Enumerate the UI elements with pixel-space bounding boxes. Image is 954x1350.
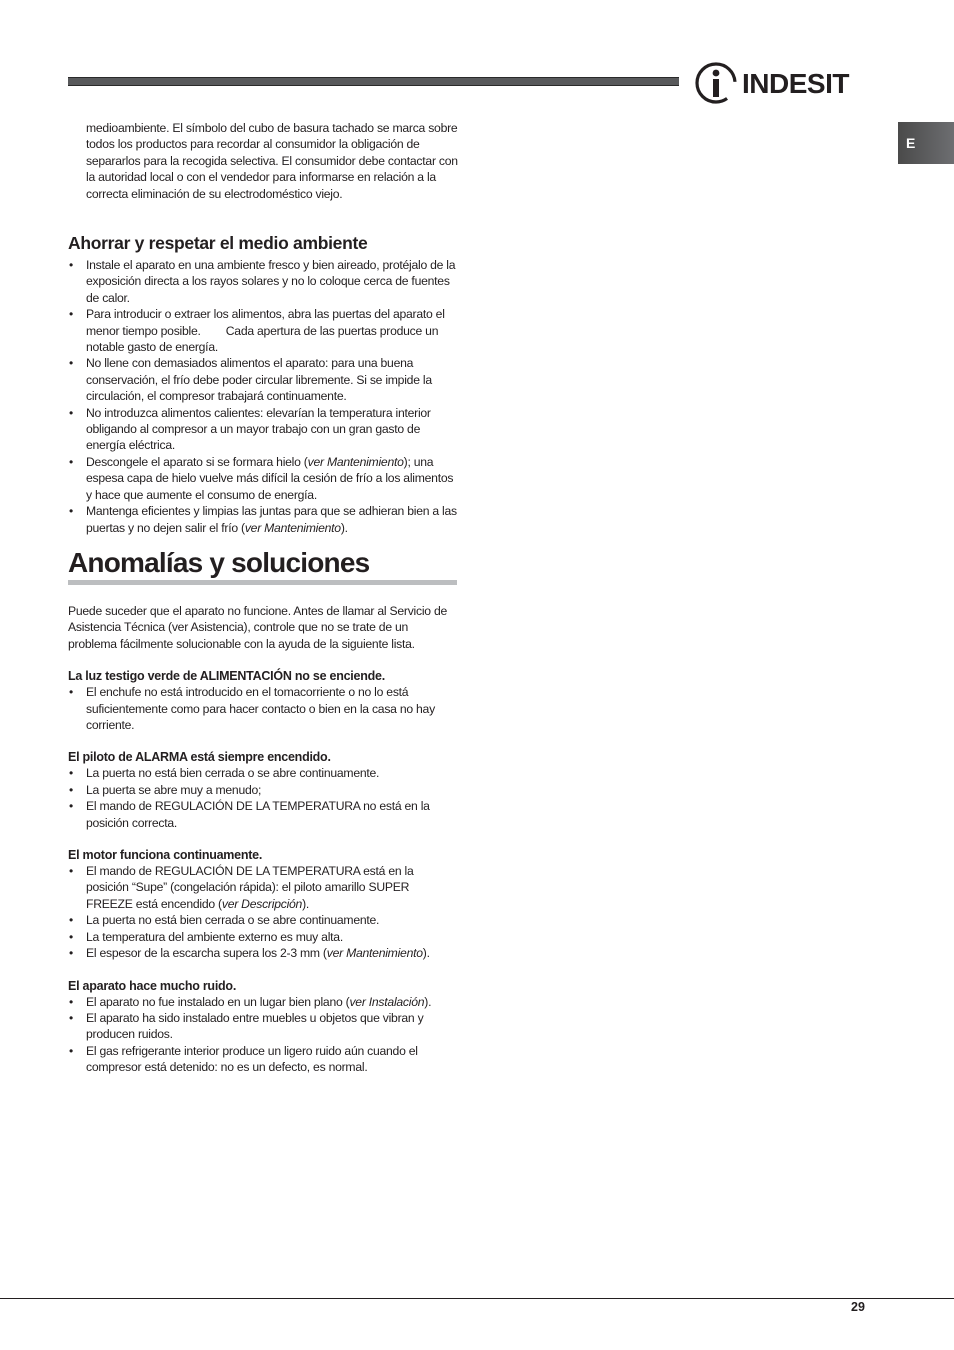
trouble-group bbox=[68, 668, 458, 733]
list-item: • El mando de REGULACIÓN DE LA TEMPERATURA no está en la posición correcta. bbox=[68, 798, 458, 831]
trouble-list bbox=[68, 765, 458, 831]
footer-rule bbox=[0, 1298, 954, 1299]
trouble-list bbox=[68, 684, 458, 733]
list-item: • El aparato no fue instalado en un lugar bien plano (ver Instalación). bbox=[68, 994, 458, 1010]
indesit-logo bbox=[694, 60, 870, 106]
trouble-heading: El piloto de ALARMA está siempre encendido. bbox=[68, 750, 331, 765]
save-section-title: Ahorrar y respetar el medio ambiente bbox=[68, 233, 368, 253]
anomalies-title: Anomalías y soluciones bbox=[68, 547, 370, 578]
trouble-group bbox=[68, 847, 458, 961]
list-item: • La puerta se abre muy a menudo; bbox=[68, 782, 458, 798]
intro-paragraph: medioambiente. El símbolo del cubo de basura tachado se marca sobre todos los productos para recordar al consumidor la obligación de separarlos para la recogida selectiva. El consumidor debe contactar con la autoridad local o con el vendedor para informarse en relación a la correcta eliminación de su electrodoméstico viejo. bbox=[86, 121, 458, 201]
trouble-heading: La luz testigo verde de ALIMENTACIÓN no se enciende. bbox=[68, 669, 385, 684]
trouble-list bbox=[68, 994, 458, 1076]
trouble-list bbox=[68, 863, 458, 961]
language-tab bbox=[898, 122, 954, 164]
list-item: • El espesor de la escarcha supera los 2-3 mm (ver Mantenimiento). bbox=[68, 945, 458, 961]
list-item: • Descongele el aparato si se formara hielo (ver Mantenimiento); una espesa capa de hielo vuelve más difícil la cesión de frío a los alimentos y hace que aumente el consumo de energía. bbox=[68, 454, 458, 503]
brand-wordmark: INDESIT bbox=[742, 68, 849, 99]
anomalies-section bbox=[68, 546, 458, 1076]
trouble-group bbox=[68, 978, 458, 1076]
title-underline bbox=[68, 580, 457, 585]
list-item: • Instale el aparato en una ambiente fresco y bien aireado, protéjalo de la exposición directa a los rayos solares y no lo coloque cerca de fuentes de calor. bbox=[68, 257, 458, 306]
list-item: • El gas refrigerante interior produce un ligero ruido aún cuando el compresor está detenido: no es un defecto, es normal. bbox=[68, 1043, 458, 1076]
trouble-heading: El aparato hace mucho ruido. bbox=[68, 978, 237, 993]
trouble-heading: El motor funciona continuamente. bbox=[68, 848, 263, 863]
list-item: • La puerta no está bien cerrada o se abre continuamente. bbox=[68, 765, 458, 781]
anomalies-intro: Puede suceder que el aparato no funcione. Antes de llamar al Servicio de Asistencia Técnica (ver Asistencia), controle que no se trate de un problema fácilmente solucionable con la ayuda de la siguiente lista. bbox=[68, 604, 448, 651]
language-tab-label: E bbox=[906, 135, 916, 151]
list-item: • No introduzca alimentos calientes: elevarían la temperatura interior obligando al compresor a un mayor trabajo con un gran gasto de energía eléctrica. bbox=[68, 405, 458, 454]
intro-block bbox=[68, 120, 458, 202]
header-rule bbox=[68, 77, 679, 86]
trouble-group bbox=[68, 749, 458, 831]
page-number: 29 bbox=[851, 1300, 865, 1314]
save-list bbox=[68, 257, 458, 536]
list-item: • La puerta no está bien cerrada o se abre continuamente. bbox=[68, 912, 458, 928]
list-item: • El enchufe no está introducido en el tomacorriente o no lo está suficientemente como para hacer contacto o bien en la casa no hay corriente. bbox=[68, 684, 458, 733]
list-item: • El aparato ha sido instalado entre muebles u objetos que vibran y producen ruidos. bbox=[68, 1010, 458, 1043]
list-item: • Mantenga eficientes y limpias las juntas para que se adhieran bien a las puertas y no dejen salir el frío (ver Mantenimiento). bbox=[68, 503, 458, 536]
list-item: • Para introducir o extraer los alimentos, abra las puertas del aparato el menor tiempo posible. Cada apertura de las puertas produce un notable gasto de energía. bbox=[68, 306, 458, 355]
list-item: • La temperatura del ambiente externo es muy alta. bbox=[68, 929, 458, 945]
list-item: • No llene con demasiados alimentos el aparato: para una buena conservación, el frío debe poder circular libremente. Si se impide la circulación, el compresor trabajará continuamente. bbox=[68, 355, 458, 404]
list-item: • El mando de REGULACIÓN DE LA TEMPERATURA está en la posición “Supe” (congelación rápida): el piloto amarillo SUPER FREEZE está encendido (ver Descripción). bbox=[68, 863, 458, 912]
save-section bbox=[68, 233, 458, 536]
